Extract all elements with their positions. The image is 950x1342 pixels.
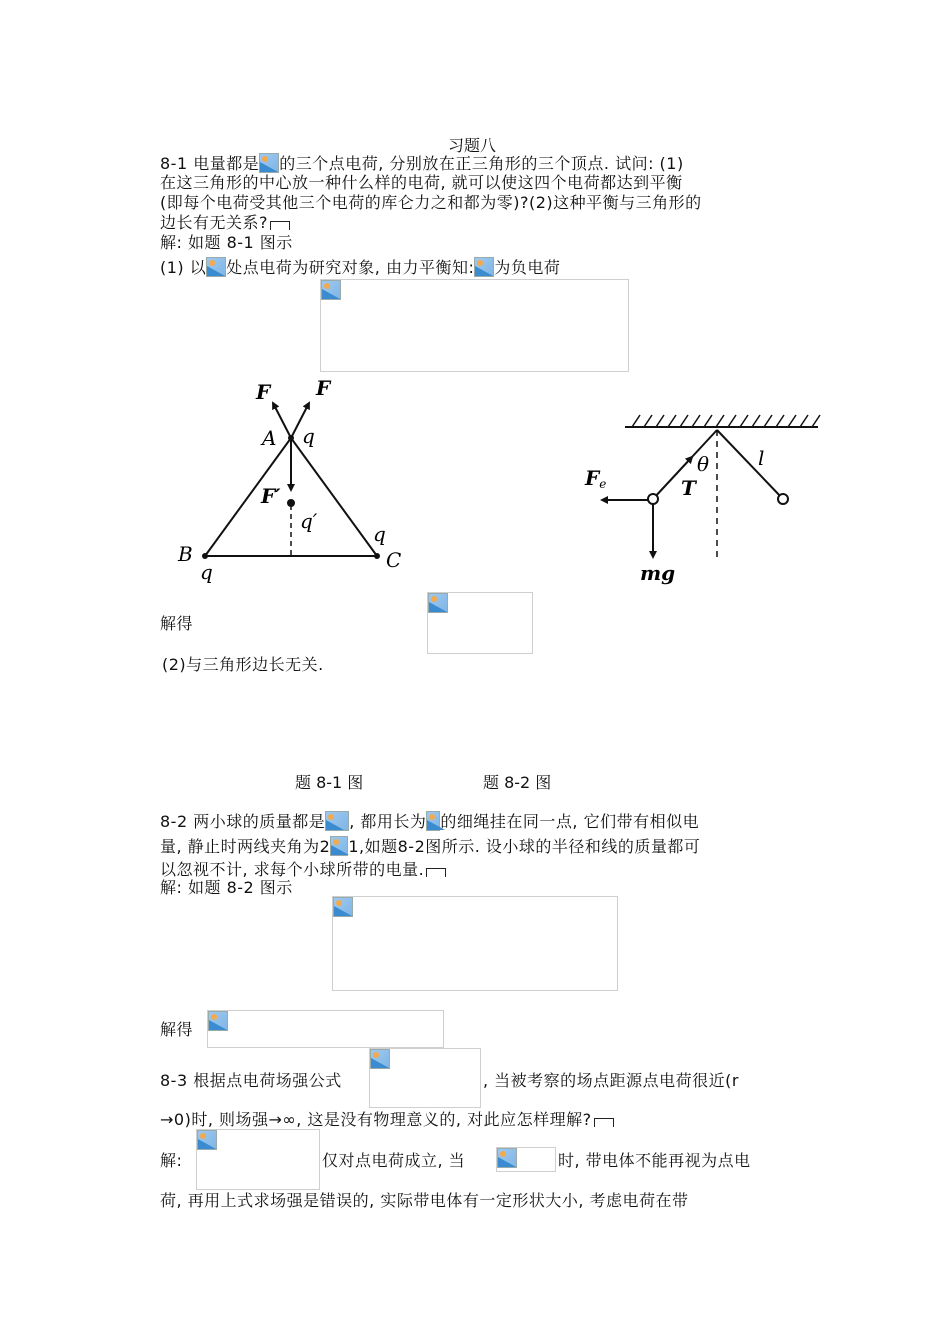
broken-image-icon xyxy=(321,280,341,300)
equation-image-frame xyxy=(207,1010,444,1048)
label-fe: Fe xyxy=(585,466,607,491)
problem-8-2-line-3 xyxy=(160,860,446,880)
solution-8-1-step-2: (2)与三角形边长无关. xyxy=(162,655,324,674)
broken-image-icon xyxy=(370,1049,390,1069)
charge-a xyxy=(288,435,294,441)
string-right xyxy=(717,430,783,499)
label-b: B xyxy=(178,542,193,566)
problem-8-2-d: 量, 静止时两线夹角为2 xyxy=(160,837,331,856)
problem-8-3-a: 8-3 根据点电荷场强公式 xyxy=(160,1071,342,1090)
figure-8-1 xyxy=(170,375,420,590)
return-mark-icon xyxy=(426,868,446,877)
problem-8-1-rest: 的三个点电荷, 分别放在正三角形的三个顶点. 试问: (1) xyxy=(279,154,684,173)
return-mark-icon xyxy=(270,221,290,230)
problem-8-3-c: →0)时, 则场强→∞, 这是没有物理意义的, 对此应怎样理解? xyxy=(160,1110,592,1129)
problem-8-3-b: , 当被考察的场点距源点电荷很近(r xyxy=(483,1071,739,1090)
broken-image-icon xyxy=(259,153,279,173)
broken-image-icon xyxy=(426,811,440,831)
formula-image-frame xyxy=(196,1129,320,1190)
problem-8-1-line-3: (即每个电荷受其他三个电荷的库仑力之和都为零)?(2)这种平衡与三角形的 xyxy=(160,193,702,212)
broken-image-icon xyxy=(428,593,448,613)
broken-image-icon xyxy=(197,1130,217,1150)
broken-image-icon xyxy=(330,836,348,856)
solution-8-1-step-1 xyxy=(160,257,560,278)
broken-image-icon xyxy=(206,257,226,277)
equation-image-frame xyxy=(332,896,618,991)
solution-8-3-d: 仅对点电荷成立, 当 xyxy=(322,1151,466,1170)
caption-figure-8-2: 题 8-2 图 xyxy=(483,773,552,792)
label-mg: mg xyxy=(640,561,676,585)
problem-8-2-e: 1,如题8-2图所示. 设小球的半径和线的质量都可 xyxy=(348,837,701,856)
return-mark-icon xyxy=(594,1118,614,1127)
charge-b xyxy=(202,553,208,559)
equation-image-frame xyxy=(320,279,629,372)
problem-8-2-line-1 xyxy=(160,811,699,832)
label-c: C xyxy=(386,548,402,572)
problem-8-2-a: 8-2 两小球的质量都是 xyxy=(160,812,326,831)
label-a: A xyxy=(262,426,277,450)
label-q-prime: q′ xyxy=(300,509,318,533)
formula-image-frame xyxy=(369,1048,481,1108)
label-theta: θ xyxy=(697,452,710,476)
problem-8-2-line-2 xyxy=(160,836,700,857)
charge-center xyxy=(287,499,295,507)
step-1-a: (1) 以 xyxy=(160,258,207,277)
problem-8-2-b: , 都用长为 xyxy=(349,812,427,831)
solution-8-2-heading: 解: 如题 8-2 图示 xyxy=(160,878,293,897)
step-1-c: 为负电荷 xyxy=(494,258,561,277)
figure-8-2 xyxy=(580,405,825,585)
problem-8-1-line-2: 在这三角形的中心放一种什么样的电荷, 就可以使这四个电荷都达到平衡 xyxy=(160,173,683,192)
condition-image-frame xyxy=(496,1147,556,1172)
broken-image-icon xyxy=(474,257,494,277)
label-t: T xyxy=(681,476,696,500)
broken-image-icon xyxy=(325,811,349,831)
solution-8-1-heading: 解: 如题 8-1 图示 xyxy=(160,233,293,252)
broken-image-icon xyxy=(208,1011,228,1031)
ball-left xyxy=(648,494,658,504)
page-title: 习题八 xyxy=(448,136,497,155)
solve-label-8-1: 解得 xyxy=(160,614,194,633)
broken-image-icon xyxy=(333,897,353,917)
caption-figure-8-1: 题 8-1 图 xyxy=(295,773,364,792)
label-q-b: q xyxy=(200,560,213,584)
solution-8-3-label: 解: xyxy=(160,1151,183,1170)
problem-8-1-prefix: 8-1 电量都是 xyxy=(160,154,260,173)
equation-image-frame xyxy=(427,592,533,654)
solution-8-3-f: 荷, 再用上式求场强是错误的, 实际带电体有一定形状大小, 考虑电荷在带 xyxy=(160,1191,689,1210)
label-f-left: F xyxy=(256,380,271,404)
label-q-a: q xyxy=(302,424,315,448)
broken-image-icon xyxy=(497,1148,517,1168)
problem-8-1-line-1 xyxy=(160,153,684,174)
solution-8-3-e: 时, 带电体不能再视为点电 xyxy=(558,1151,751,1170)
triangle-side-ac xyxy=(291,438,377,556)
problem-8-3-line-2 xyxy=(160,1110,614,1130)
label-q-c: q xyxy=(373,522,386,546)
problem-8-2-c: 的细绳挂在同一点, 它们带有相似电 xyxy=(440,812,700,831)
step-1-b: 处点电荷为研究对象, 由力平衡知: xyxy=(226,258,475,277)
label-f-prime: F′ xyxy=(261,484,281,508)
charge-c xyxy=(374,553,380,559)
ball-right xyxy=(778,494,788,504)
label-f-right: F xyxy=(316,376,331,400)
problem-8-1-line-4-text: 边长有无关系? xyxy=(160,213,268,232)
problem-8-1-line-4 xyxy=(160,213,290,233)
problem-8-2-f: 以忽视不计, 求每个小球所带的电量. xyxy=(160,860,425,879)
ceiling-hatch xyxy=(632,415,820,427)
label-l: l xyxy=(758,446,765,470)
solve-label-8-2: 解得 xyxy=(160,1020,194,1039)
